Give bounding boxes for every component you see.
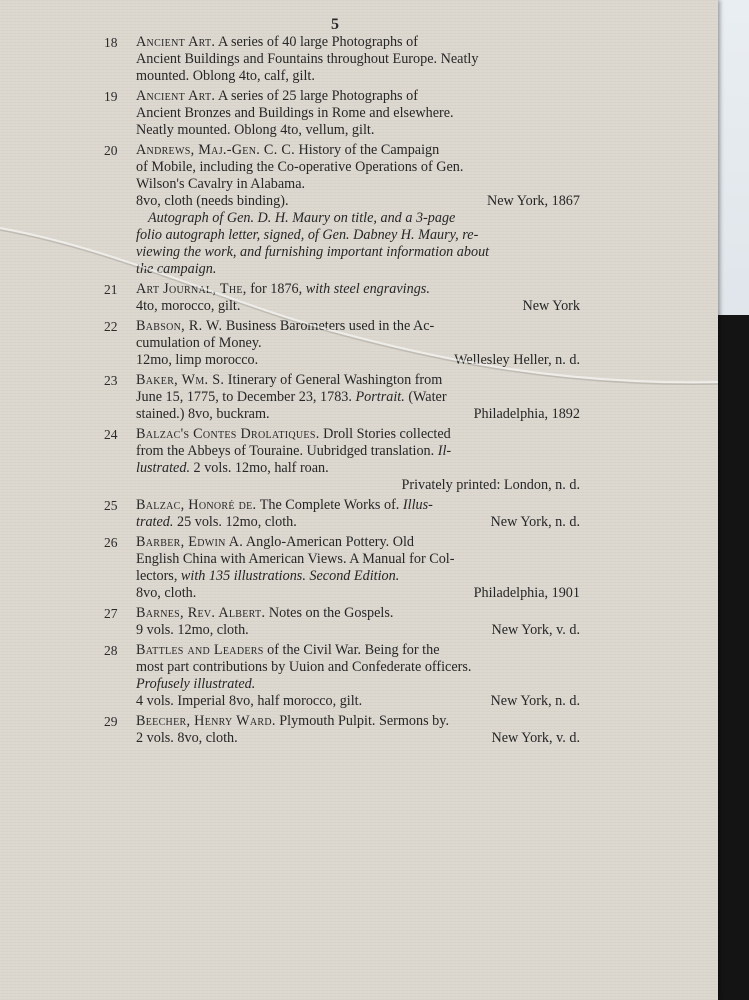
entry-italic: Il- [434,443,452,459]
entry-number: 28 [104,643,118,658]
entry-number: 29 [104,714,118,729]
catalog-entries [104,34,580,750]
entry-author: Andrews, Maj.-Gen. C. C. [136,142,295,158]
entry-title-text: A series of 40 large Photographs of [215,34,418,50]
entry-number: 25 [104,498,118,513]
catalog-entry-27 [104,605,580,639]
entry-number: 18 [104,35,118,50]
entry-title-text: of the Civil War. Being for the [263,642,440,658]
entry-author: Ancient Art. [136,34,216,50]
entry-author: Ancient Art. [136,88,216,104]
entry-imprint: New York, v. d. [491,730,580,746]
entry-text: Neatly mounted. Oblong 4to, vellum, gilt. [136,122,375,138]
entry-format: 2 vols. 12mo, half roan. [190,460,329,476]
entry-format: 2 vols. 8vo, cloth. [136,730,238,746]
entry-title-text: Itinerary of General Washington from [224,372,443,388]
entry-note: folio autograph letter, signed, of Gen. Dabney H. Maury, re- [136,227,479,243]
catalog-entry-21 [104,281,580,315]
entry-author: Balzac's Contes Drolatiques. [136,426,320,442]
catalog-entry-22 [104,318,580,369]
catalog-entry-18 [104,34,580,85]
catalog-entry-25 [104,497,580,531]
entry-number: 21 [104,282,118,297]
entry-author: Battles and Leaders [136,642,264,658]
entry-author: Beecher, Henry Ward. [136,713,276,729]
entry-italic: Portrait. [351,389,405,405]
entry-text: mounted. Oblong 4to, calf, gilt. [136,68,315,84]
entry-text: Wilson's Cavalry in Alabama. [136,176,306,192]
entry-title-text: Plymouth Pulpit. Sermons by. [275,713,449,729]
entry-text: June 15, 1775, to December 23, 1783. [136,389,352,405]
entry-italic: Illus- [399,497,433,513]
entry-format: stained.) 8vo, buckram. [136,406,270,422]
entry-note: viewing the work, and furnishing important information about [136,244,490,260]
entry-format: 9 vols. 12mo, cloth. [136,622,249,638]
entry-title-text: Anglo-American Pottery. Old [243,534,415,550]
entry-number: 23 [104,373,118,388]
entry-number: 24 [104,427,118,442]
entry-imprint: Philadelphia, 1892 [473,406,580,422]
entry-author: Babson, R. W. [136,318,223,334]
entry-number: 27 [104,606,118,621]
entry-italic: with 135 illustrations. Second Edition. [177,568,400,584]
page-number: 5 [331,16,339,33]
entry-format: 12mo, limp morocco. [136,352,259,368]
entry-number: 19 [104,89,118,104]
entry-imprint: New York, n. d. [490,514,580,530]
catalog-entry-19 [104,88,580,139]
entry-author: Balzac, Honoré de. [136,497,257,513]
entry-italic: lustrated. [136,460,190,476]
entry-author: Art Journal, The, [136,281,247,297]
entry-imprint: New York, 1867 [486,193,580,209]
catalog-entry-28 [104,642,580,710]
entry-title-text: The Complete Works of. [256,497,400,513]
entry-format: 4 vols. Imperial 8vo, half morocco, gilt. [136,693,363,709]
entry-number: 26 [104,535,118,550]
entry-title-italic: with steel engravings. [302,281,430,297]
entry-format: 8vo, cloth. [136,585,197,601]
entry-imprint: Philadelphia, 1901 [473,585,580,601]
entry-text: (Water [404,389,447,405]
entry-italic: Profusely illustrated. [136,676,256,692]
entry-note: the campaign. [136,261,217,277]
entry-number: 20 [104,143,118,158]
entry-note: Autograph of Gen. D. H. Maury on title, and a 3-page [148,210,456,226]
entry-text: lectors, [136,568,178,584]
entry-text: from the Abbeys of Touraine. Uubridged translation. [136,443,435,459]
entry-title-text: Droll Stories collected [319,426,451,442]
entry-imprint: New York, n. d. [490,693,580,709]
entry-format: 4to, morocco, gilt. [136,298,241,314]
entry-title-text: A series of 25 large Photographs of [215,88,418,104]
catalog-entry-23 [104,372,580,423]
entry-imprint: New York, v. d. [491,622,580,638]
entry-title-text: History of the Campaign [295,142,440,158]
entry-italic: trated. [136,514,174,530]
entry-number: 22 [104,319,118,334]
entry-title-text: Notes on the Gospels. [265,605,394,621]
entry-text: Ancient Buildings and Fountains throughout Europe. Neatly [136,51,479,67]
entry-title-text: for 1876, [246,281,303,297]
catalog-entry-26 [104,534,580,602]
entry-author: Baker, Wm. S. [136,372,225,388]
entry-format: 25 vols. 12mo, cloth. [173,514,297,530]
catalog-entry-29 [104,713,580,747]
entry-author: Barnes, Rev. Albert. [136,605,266,621]
entry-text: cumulation of Money. [136,335,262,351]
catalog-entry-20 [104,142,580,278]
entry-text: of Mobile, including the Co-operative Operations of Gen. [136,159,464,175]
entry-format: 8vo, cloth (needs binding). [136,193,289,209]
entry-imprint: Privately printed: London, n. d. [401,477,580,493]
entry-imprint: New York [522,298,580,314]
catalog-entry-24 [104,426,580,494]
entry-author: Barber, Edwin A. [136,534,244,550]
entry-title-text: Business Barometers used in the Ac- [222,318,435,334]
entry-text: Ancient Bronzes and Buildings in Rome and elsewhere. [136,105,454,121]
entry-text: English China with American Views. A Manual for Col- [136,551,455,567]
entry-imprint: Wellesley Heller, n. d. [454,352,580,368]
entry-text: most part contributions by Uuion and Confederate officers. [136,659,472,675]
